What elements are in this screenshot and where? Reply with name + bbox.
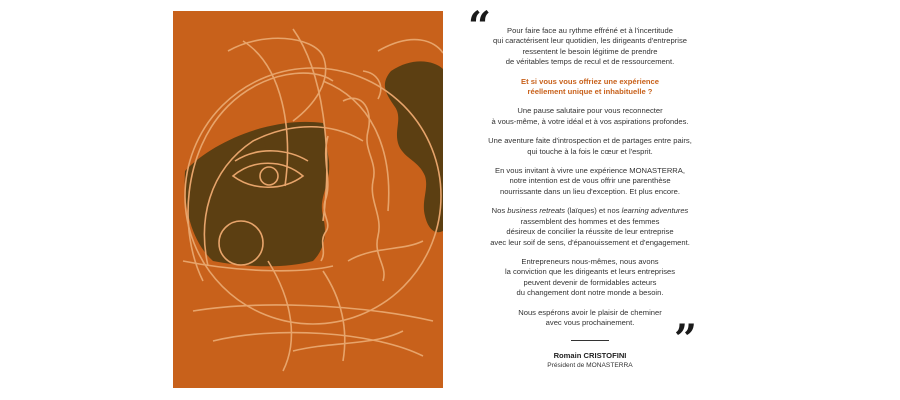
text-line: En vous invitant à vivre une expérience MONASTERRA, — [495, 166, 685, 176]
text-fragment: Nos — [491, 206, 508, 216]
text-line: Pour faire face au rythme effréné et à l'incertitude — [507, 26, 673, 35]
paragraph-conviction — [470, 257, 710, 299]
text-line: Entrepreneurs nous-mêmes, nous avons — [521, 256, 659, 266]
paragraph-invitation — [470, 166, 710, 197]
text-fragment-italic: learning adventures — [621, 206, 689, 216]
text-line: désireux de concilier la réussite de leur entreprise — [506, 227, 674, 237]
text-line: réellement unique et inhabituelle ? — [527, 87, 653, 97]
close-quote-icon: ” — [674, 316, 698, 363]
open-quote-icon: “ — [468, 3, 492, 50]
paragraph-programs — [470, 206, 710, 248]
signature-divider — [571, 340, 609, 341]
globe-face-illustration — [173, 11, 443, 388]
text-line: Et si vous vous offriez une expérience — [521, 76, 659, 86]
text-line — [470, 206, 710, 216]
paragraph-adventure — [470, 136, 710, 157]
text-line: la conviction que les dirigeants et leurs entreprises — [504, 267, 676, 277]
text-fragment-italic: business retreats — [507, 206, 566, 216]
text-line: avec vous prochainement. — [545, 317, 635, 327]
text-line: avec leur soif de sens, d'épanouissement et d'engagement. — [490, 237, 690, 247]
text-line: peuvent devenir de formidables acteurs — [523, 277, 657, 287]
signature-title: Président de MONASTERRA — [547, 362, 633, 370]
text-line: Une pause salutaire pour vous reconnecter — [517, 106, 663, 116]
text-line: notre intention est de vous offrir une parenthèse — [509, 176, 671, 186]
text-line: qui caractérisent leur quotidien, les dirigeants d'entreprise — [493, 36, 687, 46]
paragraph-pause — [470, 106, 710, 127]
paragraph-intro — [470, 26, 710, 68]
signature-name: Romain CRISTOFINI — [553, 351, 627, 361]
globe-face-icon — [173, 11, 443, 388]
text-line: Nous espérons avoir le plaisir de cheminer — [518, 307, 662, 317]
text-line: du changement dont notre monde a besoin. — [516, 288, 664, 298]
text-line: de véritables temps de recul et de ressourcement. — [505, 57, 675, 67]
paragraph-highlight — [470, 77, 710, 98]
text-line: ressentent le besoin légitime de prendre — [522, 46, 658, 56]
text-line: à vous-même, à votre idéal et à vos aspirations profondes. — [491, 116, 689, 126]
text-line: nourrissante dans un lieu d'exception. Et plus encore. — [499, 186, 680, 196]
text-line: rassemblent des hommes et des femmes — [520, 216, 660, 226]
text-line: qui touche à la fois le cœur et l'esprit. — [527, 146, 653, 156]
text-fragment: (laïques) et nos — [565, 206, 622, 216]
text-line: Une aventure faite d'introspection et de partages entre pairs, — [488, 136, 692, 146]
